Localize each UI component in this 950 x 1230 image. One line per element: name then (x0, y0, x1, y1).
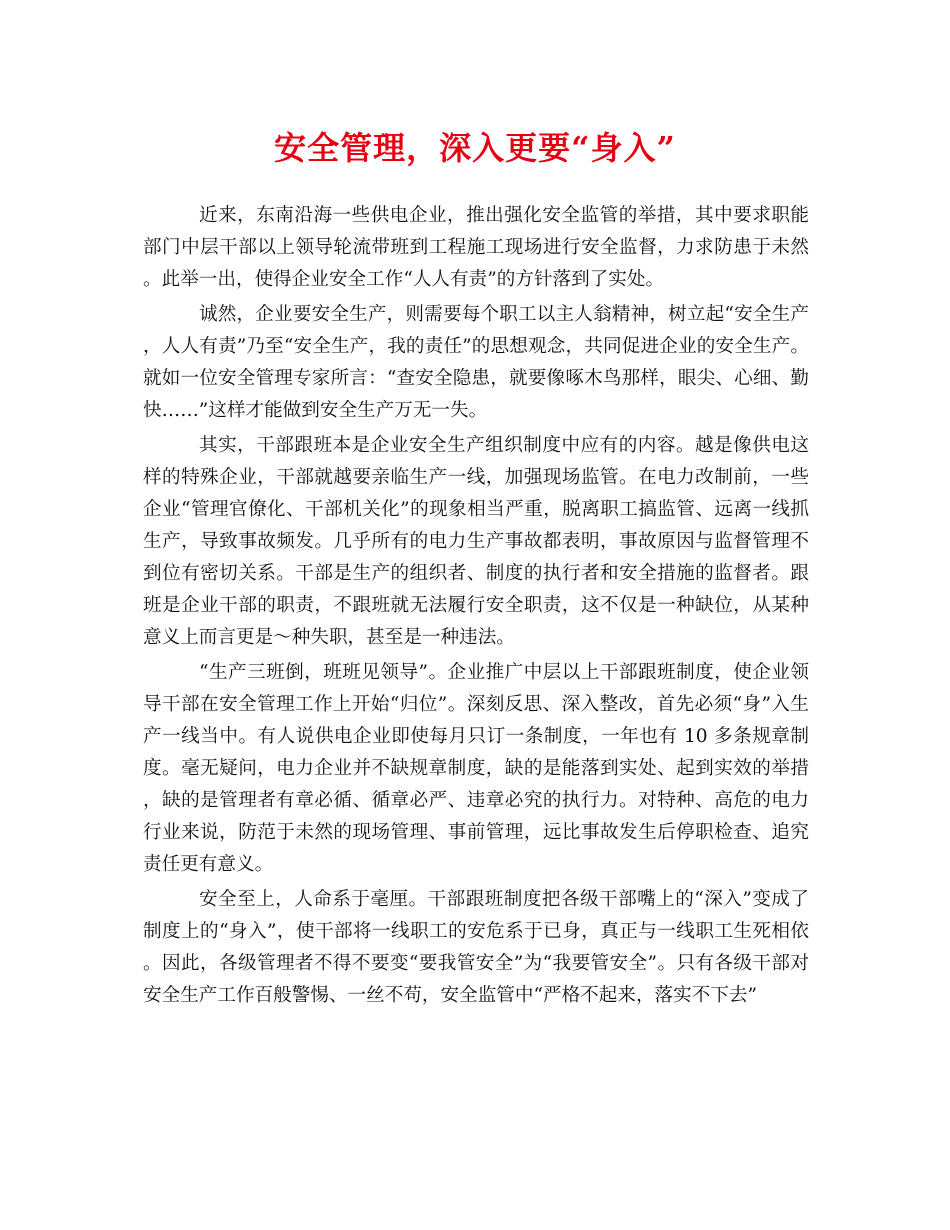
paragraph-1: 近来，东南沿海一些供电企业，推出强化安全监管的举措，其中要求职能部门中层干部以上领导轮流带班到工程施工现场进行安全监督，力求防患于未然。此举一出，使得企业安全工作“人人有责”的方针落到了实处。 (143, 205, 809, 290)
paragraph-2: 诚然，企业要安全生产，则需要每个职工以主人翁精神，树立起“安全生产，人人有责”乃至“安全生产，我的责任”的思想观念，共同促进企业的安全生产。就如一位安全管理专家所言：“查安全隐患，就要像啄木鸟那样，眼尖、心细、勤快……”这样才能做到安全生产万无一失。 (143, 304, 809, 421)
paragraph-4: “生产三班倒，班班见领导”。企业推广中层以上干部跟班制度，使企业领导干部在安全管理工作上开始“归位”。深刻反思、深入整改，首先必须“身”入生产一线当中。有人说供电企业即使每月只订一条制度，一年也有 10 多条规章制度。毫无疑问，电力企业并不缺规章制度，缺的是能落到实处、起到实效的举措，缺的是管理者有章必循、循章必严、违章必究的执行力。对特种、高危的电力行业来说，防范于未然的现场管理、事前管理，远比事故发生后停职检查、追究责任更有意义。 (143, 662, 809, 875)
paragraph-5: 安全至上，人命系于毫厘。干部跟班制度把各级干部嘴上的“深入”变成了制度上的“身入”，使干部将一线职工的安危系于已身，真正与一线职工生死相依。因此，各级管理者不得不要变“要我管安全”为“我要管安全”。只有各级干部对安全生产工作百般警惕、一丝不苟，安全监管中“严格不起来，落实不下去” (143, 889, 809, 1006)
document-title: 安全管理，深入更要“身入” (274, 129, 676, 167)
document-body (143, 200, 809, 1015)
paragraph-3: 其实，干部跟班本是企业安全生产组织制度中应有的内容。越是像供电这样的特殊企业，干部就越要亲临生产一线，加强现场监管。在电力改制前，一些企业“管理官僚化、干部机关化”的现象相当严重，脱离职工搞监管、远离一线抓生产，导致事故频发。几乎所有的电力生产事故都表明，事故原因与监督管理不到位有密切关系。干部是生产的组织者、制度的执行者和安全措施的监督者。跟班是企业干部的职责，不跟班就无法履行安全职责，这不仅是一种缺位，从某种意义上而言更是～种失职，甚至是一种违法。 (143, 435, 809, 648)
